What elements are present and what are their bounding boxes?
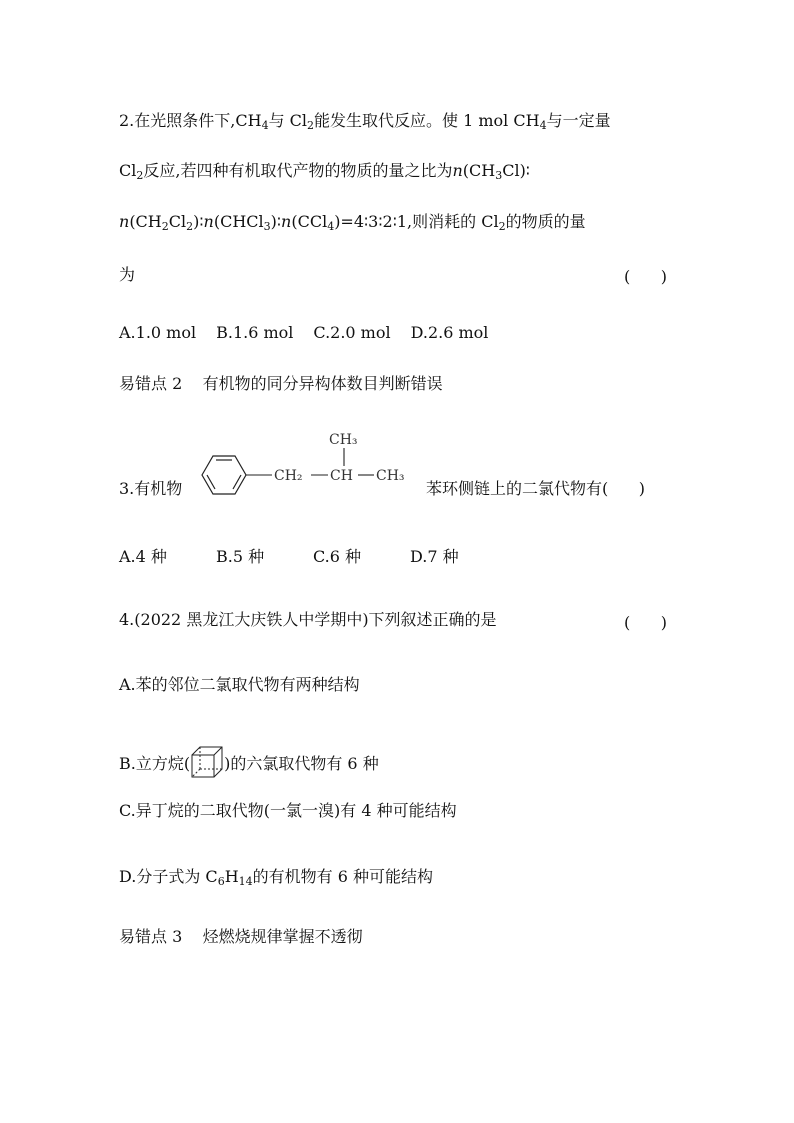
q3-option-a[interactable]: A.4 种 xyxy=(119,547,167,566)
q3-prefix: 3.有机物 xyxy=(119,479,183,498)
q4-option-d[interactable]: D.分子式为 $C_6H_{14}$的有机物有 6 种可能结构 xyxy=(119,867,433,888)
q2-option-b[interactable]: B.1.6 mol xyxy=(216,323,294,342)
cubane-cube-icon xyxy=(190,743,224,781)
q2-option-d[interactable]: D.2.6 mol xyxy=(410,323,489,342)
q3-suffix: 苯环侧链上的二氯代物有( ) xyxy=(426,479,646,498)
ch3-right-label: CH₃ xyxy=(376,468,405,484)
ch2-label: CH₂ xyxy=(274,468,303,484)
q2-line3: $n(CH_2Cl_2)∶n(CHCl_3)∶n(CCl_4)=4∶3∶2∶1$,则消耗的 $Cl_2$的物质的量 xyxy=(119,212,586,233)
section-heading-2: 易错点 2 有机物的同分异构体数目判断错误 xyxy=(119,374,443,393)
isobutylbenzene-structure xyxy=(198,428,418,500)
q2-answer-bracket: ( ) xyxy=(624,267,667,286)
q2-options xyxy=(119,322,508,344)
q4-stem: 4.(2022 黑龙江大庆铁人中学期中)下列叙述正确的是 xyxy=(119,610,497,629)
q2-line4: 为 xyxy=(119,265,136,284)
section-heading-3: 易错点 3 烃燃烧规律掌握不透彻 xyxy=(119,927,363,946)
q3-option-b[interactable]: B.5 种 xyxy=(216,547,265,566)
q2-option-c[interactable]: C.2.0 mol xyxy=(313,323,391,342)
ch3-top-label: CH₃ xyxy=(329,432,358,448)
q3-options xyxy=(119,546,507,568)
q3-option-d[interactable]: D.7 种 xyxy=(410,547,459,566)
q3-option-c[interactable]: C.6 种 xyxy=(313,547,362,566)
ch-label: CH xyxy=(330,468,353,484)
benzene-ring-icon xyxy=(202,456,246,494)
q2-line2: $Cl_2$反应,若四种有机取代产物的物质的量之比为$n(CH_3Cl)∶$ xyxy=(119,161,530,182)
q2-line1: 2.在光照条件下$,CH_4$与 $Cl_2$能发生取代反应。使 1 mol $CH_4$与一定量 xyxy=(119,111,611,132)
q4-option-a[interactable]: A.苯的邻位二氯取代物有两种结构 xyxy=(119,675,360,694)
q4-option-b[interactable]: B.立方烷( )的六氯取代物有 6 种 xyxy=(119,743,379,781)
q3-answer-bracket: ( ) xyxy=(602,479,646,498)
q2-option-a[interactable]: A.1.0 mol xyxy=(119,323,197,342)
q4-answer-bracket: ( ) xyxy=(624,613,667,632)
q4-option-c[interactable]: C.异丁烷的二取代物(一氯一溴)有 4 种可能结构 xyxy=(119,801,457,820)
